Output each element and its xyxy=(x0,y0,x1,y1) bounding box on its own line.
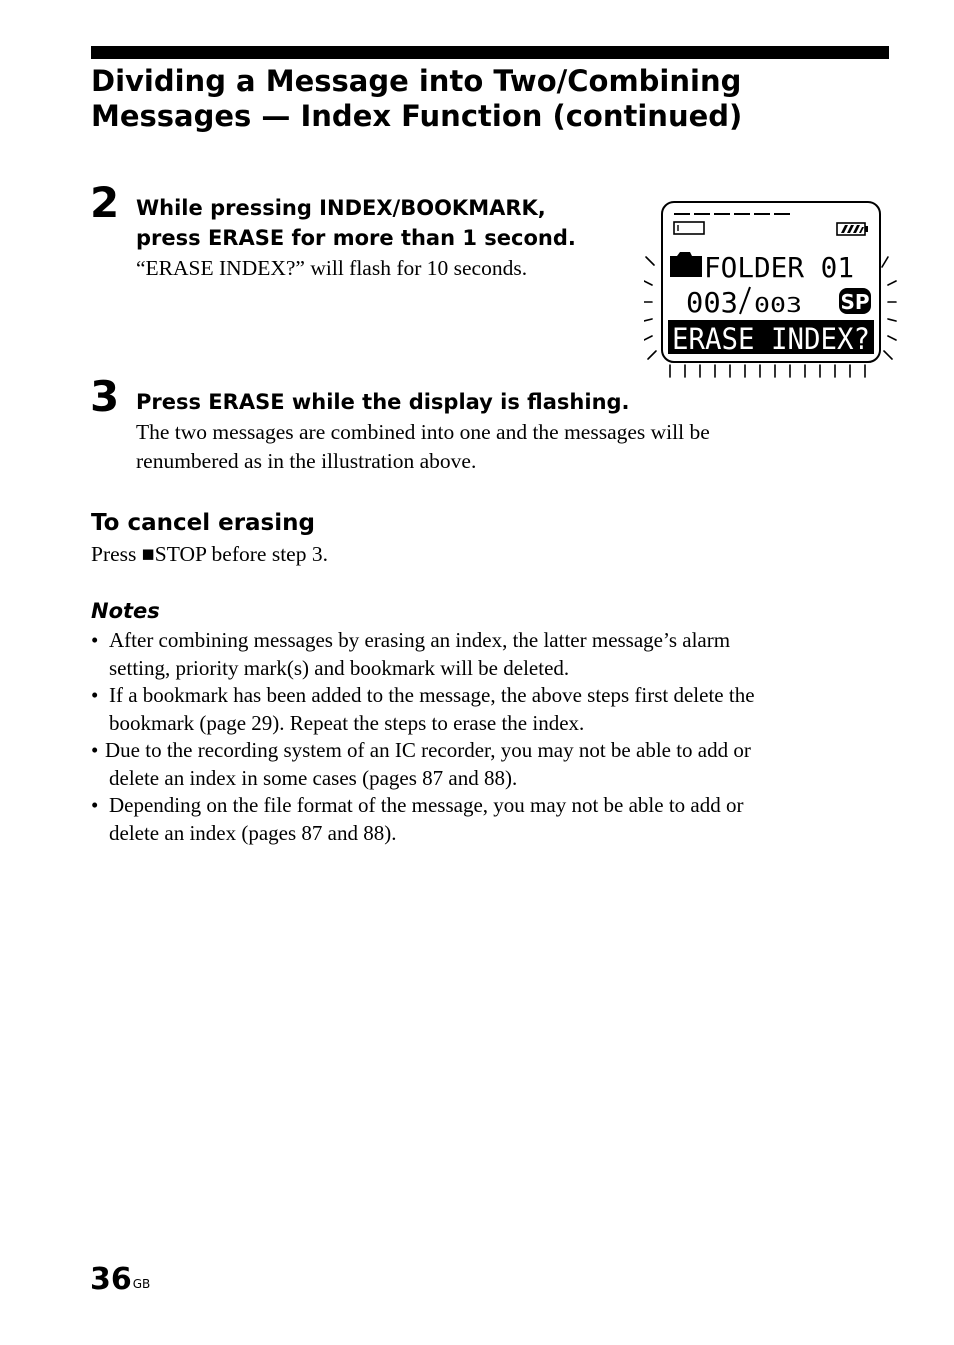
top-rule xyxy=(91,46,889,59)
step-3-body-line2: renumbered as in the illustration above. xyxy=(136,449,477,473)
bullet-icon: • xyxy=(91,683,99,707)
message-total-text: 003 xyxy=(754,293,802,317)
step-2-heading-line1: While pressing INDEX/BOOKMARK, xyxy=(136,196,546,220)
note-line: setting, priority mark(s) and bookmark will be deleted. xyxy=(109,655,570,680)
note-line: Depending on the file format of the message, you may not be able to add or xyxy=(109,793,744,817)
message-number-text: 003 xyxy=(686,286,738,319)
cancel-instruction xyxy=(91,540,328,569)
note-line: After combining messages by erasing an index, the latter message’s alarm xyxy=(109,628,731,652)
cancel-press-text: Press xyxy=(91,542,142,566)
step-2-body: “ERASE INDEX?” will flash for 10 seconds. xyxy=(136,256,528,280)
cancel-heading: To cancel erasing xyxy=(91,510,315,536)
notes-list xyxy=(91,627,891,847)
step-2-heading xyxy=(136,193,576,253)
sp-mode-label: SP xyxy=(840,290,870,314)
page-title-line1: Dividing a Message into Two/Combining xyxy=(91,64,742,98)
bullet-icon: • xyxy=(91,793,99,817)
step-3-heading: Press ERASE while the display is flashing. xyxy=(136,390,630,414)
page-title xyxy=(91,64,891,134)
page-number-suffix: GB xyxy=(132,1277,151,1291)
note-item xyxy=(91,792,891,847)
cancel-rest-text: STOP before step 3. xyxy=(154,542,328,566)
erase-index-text: ERASE INDEX? xyxy=(672,322,870,356)
note-line: bookmark (page 29). Repeat the steps to erase the index. xyxy=(109,710,585,735)
folder-name-text: FOLDER 01 xyxy=(704,251,854,284)
bullet-icon: • xyxy=(91,738,99,762)
page-number xyxy=(90,1262,150,1298)
note-line: Due to the recording system of an IC recorder, you may not be able to add or xyxy=(105,738,751,762)
step-3-body-line1: The two messages are combined into one and the messages will be xyxy=(136,420,710,444)
page-title-line2: Messages — Index Function (continued) xyxy=(91,99,743,133)
note-line: If a bookmark has been added to the message, the above steps first delete the xyxy=(109,683,755,707)
note-line: delete an index (pages 87 and 88). xyxy=(109,820,397,845)
step-2-number: 2 xyxy=(90,178,120,227)
step-3-body xyxy=(136,418,710,476)
notes-heading: Notes xyxy=(91,599,160,623)
page-number-value: 36 xyxy=(90,1262,132,1297)
note-item xyxy=(91,737,891,792)
stop-icon: ■ xyxy=(141,542,155,566)
note-item xyxy=(91,627,891,682)
lcd-display-illustration xyxy=(644,195,900,380)
step-3-number: 3 xyxy=(90,372,120,421)
bullet-icon: • xyxy=(91,628,99,652)
note-line: delete an index in some cases (pages 87 and 88). xyxy=(109,765,518,790)
step-2-heading-line2: press ERASE for more than 1 second. xyxy=(136,226,576,250)
note-item xyxy=(91,682,891,737)
